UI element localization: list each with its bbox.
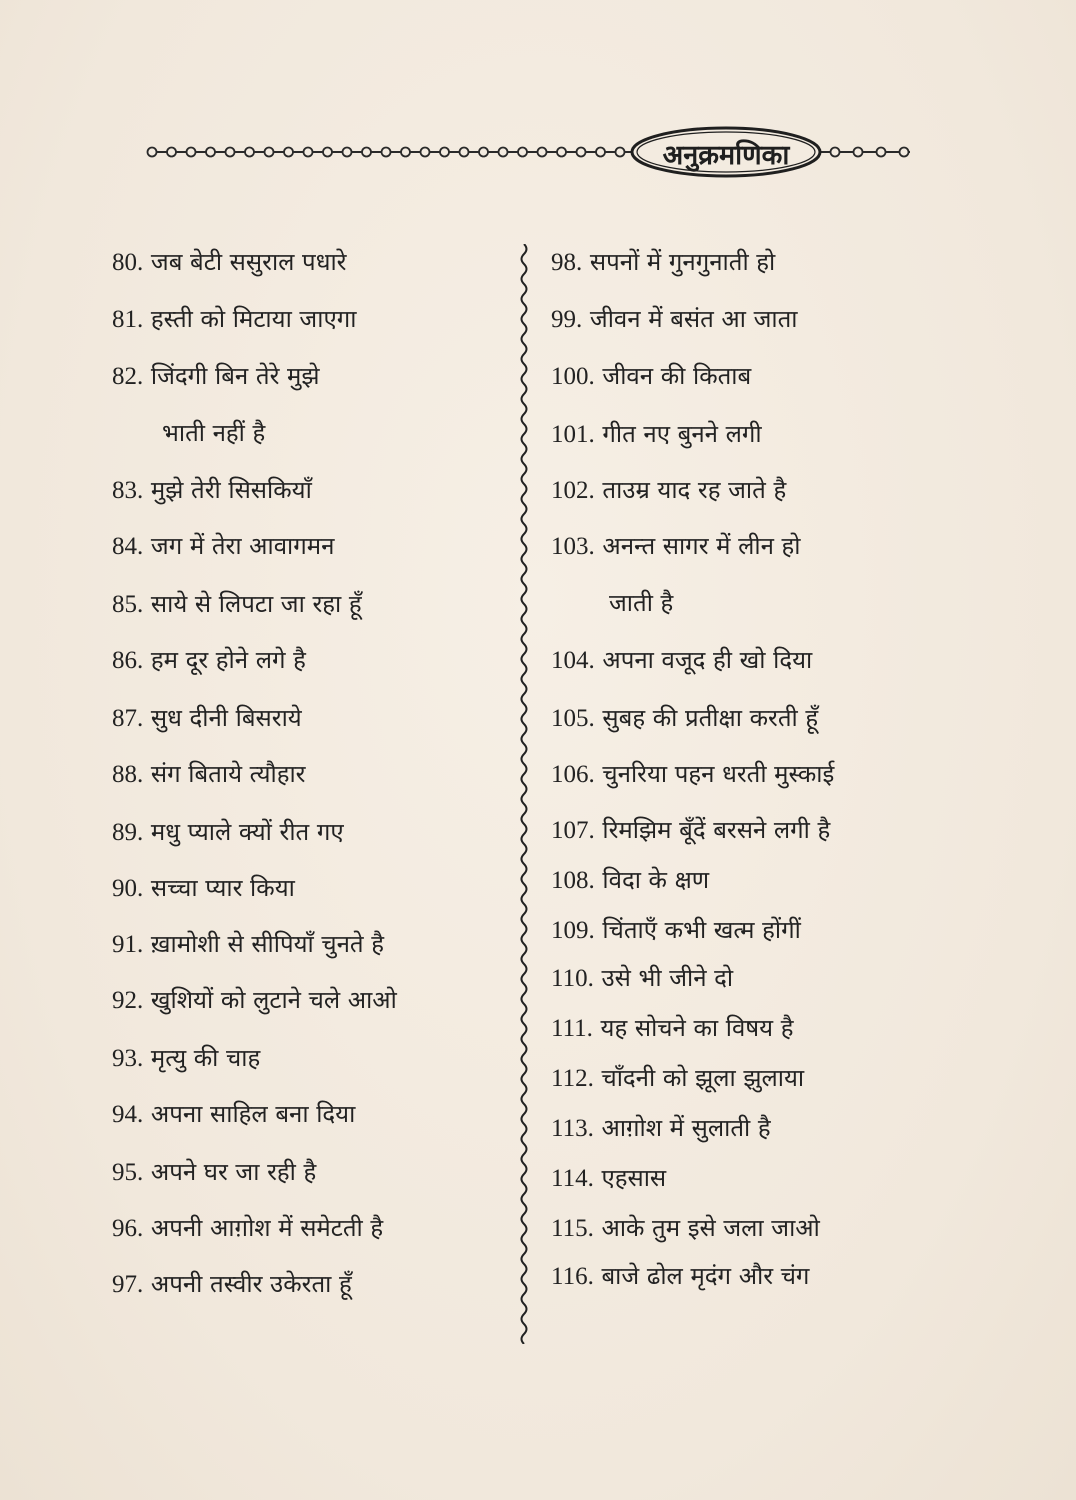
toc-entry-title: साये से लिपटा जा रहा हूँ <box>150 590 362 618</box>
wavy-line <box>522 244 527 1344</box>
toc-entry-number: 89. <box>112 819 144 846</box>
chain-ring <box>421 148 430 157</box>
chain-ring <box>854 148 863 157</box>
toc-entry <box>112 246 346 279</box>
toc-entry <box>551 303 798 336</box>
toc-entry <box>551 1212 820 1245</box>
toc-entry-title: सपनों में गुनगुनाती हो <box>589 248 776 276</box>
toc-entry-line <box>551 964 733 992</box>
toc-entry-number: 109. <box>551 917 595 944</box>
toc-entry-number: 92. <box>112 987 144 1014</box>
toc-entry-number: 80. <box>112 249 144 276</box>
toc-entry-line <box>551 1214 820 1242</box>
toc-entry-line <box>551 704 818 732</box>
toc-entry <box>112 303 356 336</box>
toc-entry <box>551 914 801 947</box>
toc-entry-line <box>551 476 786 504</box>
toc-entry <box>112 530 334 563</box>
toc-entry-line <box>551 866 709 894</box>
toc-entry <box>551 1162 666 1195</box>
toc-entry-title: आके तुम इसे जला जाओ <box>601 1214 820 1242</box>
toc-entry-title: हम दूर होने लगे है <box>150 646 306 674</box>
toc-entry-title: जिंदगी बिन तेरे मुझे <box>150 362 320 390</box>
toc-entry <box>551 962 733 995</box>
chain-ring <box>538 148 547 157</box>
toc-entry-title: अपना वजूद ही खो दिया <box>602 646 813 674</box>
toc-entry-line <box>551 305 798 333</box>
toc-entry <box>112 360 320 449</box>
toc-entry <box>112 1212 383 1245</box>
toc-entry-line <box>551 816 830 844</box>
toc-entry-line <box>112 1158 316 1186</box>
toc-entry-number: 97. <box>112 1271 144 1298</box>
toc-entry-line <box>112 1044 260 1072</box>
toc-entry-title: सुबह की प्रतीक्षा करती हूँ <box>602 704 819 732</box>
toc-entry-number: 100. <box>551 363 595 390</box>
toc-entry-title: ताउम्र याद रह जाते है <box>602 476 787 504</box>
toc-entry-line <box>112 248 346 276</box>
toc-entry <box>112 1156 316 1189</box>
toc-entry-number: 113. <box>551 1115 594 1142</box>
toc-entry <box>112 816 344 849</box>
toc-entry-number: 87. <box>112 705 144 732</box>
toc-entry <box>112 1098 355 1131</box>
toc-entry-line <box>112 704 302 732</box>
toc-entry-number: 116. <box>551 1263 594 1290</box>
toc-entry-number: 105. <box>551 705 595 732</box>
chain-ring <box>440 148 449 157</box>
toc-entry-title: सुध दीनी बिसराये <box>150 704 302 732</box>
toc-entry-line <box>112 305 356 333</box>
toc-entry <box>112 1042 260 1075</box>
toc-entry-line <box>551 1064 804 1092</box>
toc-entry-title: जग में तेरा आवागमन <box>150 532 335 560</box>
toc-entry-number: 110. <box>551 965 594 992</box>
toc-entry-title: चिंताएँ कभी खत्म होंगीं <box>602 916 801 944</box>
toc-entry <box>551 360 751 393</box>
chain-ring <box>362 148 371 157</box>
toc-entry-line <box>112 760 306 788</box>
toc-entry-number: 107. <box>551 817 595 844</box>
toc-entry <box>112 702 302 735</box>
toc-entry-line <box>112 986 397 1014</box>
toc-entry-title: चुनरिया पहन धरती मुस्काई <box>602 760 835 788</box>
toc-entry-line <box>112 532 334 560</box>
toc-entry-line <box>112 930 384 958</box>
chain-ring <box>460 148 469 157</box>
chain-ring <box>343 148 352 157</box>
toc-entry-number: 106. <box>551 761 595 788</box>
toc-entry-title: विदा के क्षण <box>602 866 710 894</box>
toc-entry-line <box>551 1262 809 1290</box>
chain-ornament <box>0 122 1076 186</box>
toc-entry-line <box>112 1214 383 1242</box>
toc-entry-line <box>551 1114 771 1142</box>
toc-entry-title: यह सोचने का विषय है <box>600 1014 794 1042</box>
chain-ring <box>304 148 313 157</box>
toc-entry <box>551 814 830 847</box>
toc-entry-line <box>551 248 775 276</box>
chain-ring <box>265 148 274 157</box>
toc-entry-title: जीवन की किताब <box>602 362 752 390</box>
toc-entry-title: बाजे ढोल मृदंग और चंग <box>601 1262 810 1290</box>
chain-ring <box>877 148 886 157</box>
toc-entry-title: जब बेटी ससुराल पधारे <box>150 248 347 276</box>
toc-entry-title: रिमझिम बूँदें बरसने लगी है <box>602 816 831 844</box>
toc-entry-title: एहसास <box>601 1164 667 1192</box>
toc-entry-title: गीत नए बुनने लगी <box>602 420 762 448</box>
chain-ring <box>900 148 909 157</box>
toc-entry-title: अपनी तस्वीर उकेरता हूँ <box>150 1270 352 1298</box>
toc-entry <box>551 758 834 791</box>
toc-entry <box>112 474 312 507</box>
toc-entry-number: 103. <box>551 533 595 560</box>
page-title: अनुक्रमणिका <box>662 139 790 171</box>
toc-entry-number: 104. <box>551 647 595 674</box>
toc-entry <box>551 1012 793 1045</box>
chain-ring <box>148 148 157 157</box>
toc-entry-number: 115. <box>551 1215 594 1242</box>
toc-entry-title: अनन्त सागर में लीन हो <box>602 532 801 560</box>
toc-entry-number: 111. <box>551 1015 593 1042</box>
toc-entry-title: हस्ती को मिटाया जाएगा <box>150 305 357 333</box>
toc-entry <box>112 984 397 1017</box>
toc-entry-title: संग बिताये त्यौहार <box>150 760 306 788</box>
toc-entry-line <box>112 1100 355 1128</box>
toc-entry <box>112 872 295 905</box>
chain-ring <box>323 148 332 157</box>
toc-entry-number: 82. <box>112 363 144 390</box>
toc-entry-title: मुझे तेरी सिसकियाँ <box>150 476 312 504</box>
chain-ring <box>187 148 196 157</box>
chain-ring <box>401 148 410 157</box>
toc-entry <box>112 644 306 677</box>
toc-entry-title: जीवन में बसंत आ जाता <box>589 305 798 333</box>
chain-ring <box>557 148 566 157</box>
toc-entry-number: 86. <box>112 647 144 674</box>
toc-entry-title: अपने घर जा रही है <box>150 1158 317 1186</box>
toc-entry <box>551 474 786 507</box>
toc-entry-line <box>112 646 306 674</box>
toc-entry-number: 98. <box>551 249 583 276</box>
toc-entry-number: 108. <box>551 867 595 894</box>
toc-entry-line <box>112 362 320 390</box>
toc-entry-number: 112. <box>551 1065 594 1092</box>
toc-entry-line <box>551 760 834 788</box>
toc-entry-line <box>551 532 801 560</box>
chain-ring <box>479 148 488 157</box>
toc-entry-number: 94. <box>112 1101 144 1128</box>
toc-entry-number: 83. <box>112 477 144 504</box>
toc-entry <box>551 644 812 677</box>
page-header <box>0 122 1076 186</box>
toc-entry-line <box>112 476 312 504</box>
toc-entry <box>112 758 306 791</box>
toc-entry <box>551 246 775 279</box>
toc-entry-line <box>551 420 762 448</box>
toc-entry <box>112 1268 352 1301</box>
toc-entry-line <box>112 874 295 902</box>
toc-entry-line <box>551 916 801 944</box>
toc-entry-number: 81. <box>112 306 144 333</box>
toc-entry-number: 84. <box>112 533 144 560</box>
chain-ring <box>284 148 293 157</box>
toc-entry-title: मृत्यु की चाह <box>150 1044 261 1072</box>
toc-entry-line <box>112 818 344 846</box>
toc-entry <box>551 1112 771 1145</box>
toc-entry-number: 114. <box>551 1165 594 1192</box>
toc-entry-title: मधु प्याले क्यों रीत गए <box>150 818 344 846</box>
chain-ring <box>596 148 605 157</box>
toc-entry-number: 99. <box>551 306 583 333</box>
chain-ring <box>206 148 215 157</box>
chain-ring <box>616 148 625 157</box>
chain-ring <box>577 148 586 157</box>
chain-ring <box>831 148 840 157</box>
toc-entry <box>551 418 762 451</box>
toc-entry-title: सच्चा प्यार किया <box>150 874 295 902</box>
toc-entry-title: खुशियों को लुटाने चले आओ <box>150 986 397 1014</box>
toc-entry-number: 88. <box>112 761 144 788</box>
toc-entry-title: चाँदनी को झूला झुलाया <box>601 1064 805 1092</box>
toc-entry-number: 101. <box>551 421 595 448</box>
toc-entry-title: अपनी आग़ोश में समेटती है <box>150 1214 384 1242</box>
toc-entry <box>551 702 818 735</box>
toc-entry <box>112 928 384 961</box>
toc-entry <box>551 1260 809 1293</box>
toc-entry-line <box>551 1014 793 1042</box>
chain-ring <box>382 148 391 157</box>
toc-entry-number: 96. <box>112 1215 144 1242</box>
toc-entry-number: 91. <box>112 931 144 958</box>
toc-entry-number: 90. <box>112 875 144 902</box>
toc-entry-continuation: जाती है <box>609 589 674 617</box>
toc-entry <box>551 1062 804 1095</box>
toc-entry-number: 93. <box>112 1045 144 1072</box>
toc-entry-line <box>112 1270 352 1298</box>
toc-entry-number: 102. <box>551 477 595 504</box>
toc-entry-continuation: भाती नहीं है <box>162 419 266 447</box>
toc-entry <box>551 864 709 897</box>
toc-entry-line <box>551 646 812 674</box>
wavy-divider <box>512 244 536 1344</box>
toc-entry-title: आग़ोश में सुलाती है <box>601 1114 771 1142</box>
toc-entry-title: ख़ामोशी से सीपियाँ चुनते है <box>150 930 384 958</box>
toc-entry-title: उसे भी जीने दो <box>601 964 734 992</box>
toc-entry-number: 85. <box>112 591 144 618</box>
chain-ring <box>245 148 254 157</box>
toc-entry-line <box>112 590 362 618</box>
chain-ring <box>499 148 508 157</box>
chain-ring <box>167 148 176 157</box>
toc-entry-title: अपना साहिल बना दिया <box>150 1100 356 1128</box>
toc-entry <box>551 530 801 619</box>
toc-entry-line <box>551 362 751 390</box>
toc-entry-number: 95. <box>112 1159 144 1186</box>
chain-ring <box>226 148 235 157</box>
toc-entry <box>112 588 362 621</box>
chain-ring <box>518 148 527 157</box>
toc-entry-line <box>551 1164 666 1192</box>
